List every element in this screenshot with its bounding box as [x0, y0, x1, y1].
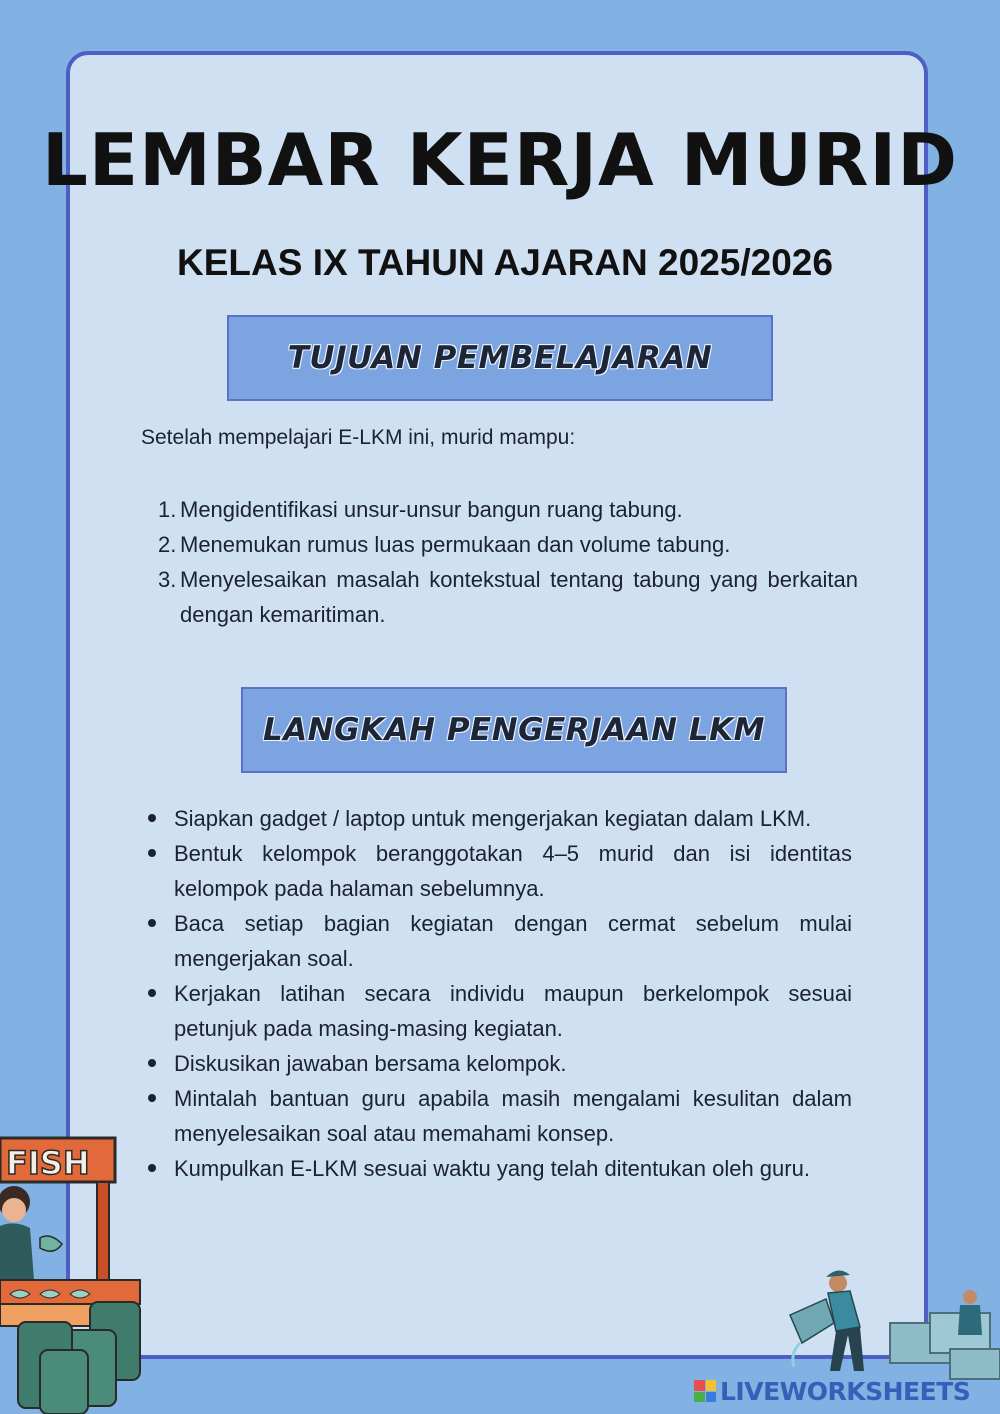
list-number: 1.	[158, 497, 177, 522]
list-item	[158, 492, 858, 527]
list-item	[148, 1081, 852, 1151]
fish-stall-illustration	[0, 1130, 150, 1414]
list-item	[148, 836, 852, 906]
bullet-icon	[148, 814, 156, 822]
list-item	[158, 562, 858, 632]
liveworksheets-watermark	[694, 1376, 970, 1406]
list-text: Mintalah bantuan guru apabila masih mengalami kesulitan dalam menyelesaikan soal atau memahami konsep.	[174, 1086, 852, 1146]
list-text: Siapkan gadget / laptop untuk mengerjakan kegiatan dalam LKM.	[174, 806, 812, 831]
bullet-icon	[148, 989, 156, 997]
objectives-list	[158, 492, 858, 632]
list-number: 3.	[158, 567, 177, 592]
list-item	[148, 801, 852, 836]
list-item	[158, 527, 858, 562]
learning-objectives-heading: TUJUAN PEMBELAJARAN	[287, 340, 713, 376]
fish-sign-text: FISH	[6, 1144, 90, 1182]
list-item	[148, 976, 852, 1046]
list-text: Menyelesaikan masalah kontekstual tentang tabung yang berkaitan dengan kemaritiman.	[180, 567, 858, 627]
liveworksheets-logo-icon	[694, 1380, 716, 1402]
list-text: Kumpulkan E-LKM sesuai waktu yang telah ditentukan oleh guru.	[174, 1156, 810, 1181]
bullet-icon	[148, 919, 156, 927]
bullet-icon	[148, 1059, 156, 1067]
dock-workers-illustration	[760, 1265, 1000, 1385]
list-text: Mengidentifikasi unsur-unsur bangun ruang tabung.	[180, 497, 683, 522]
page-title: LEMBAR KERJA MURID	[42, 118, 958, 202]
learning-objectives-heading-box	[227, 315, 773, 401]
watermark-text: LIVEWORKSHEETS	[720, 1376, 971, 1406]
list-text: Bentuk kelompok beranggotakan 4–5 murid dan isi identitas kelompok pada halaman sebelumnya.	[174, 841, 852, 901]
work-steps-heading-box	[241, 687, 787, 773]
list-text: Menemukan rumus luas permukaan dan volume tabung.	[180, 532, 731, 557]
bullet-icon	[148, 1094, 156, 1102]
work-steps-heading: LANGKAH PENGERJAAN LKM	[262, 712, 766, 748]
list-number: 2.	[158, 532, 177, 557]
list-item	[148, 906, 852, 976]
objectives-intro: Setelah mempelajari E-LKM ini, murid mampu:	[141, 426, 576, 449]
list-text: Baca setiap bagian kegiatan dengan cermat sebelum mulai mengerjakan soal.	[174, 911, 852, 971]
list-item	[148, 1151, 852, 1186]
list-text: Kerjakan latihan secara individu maupun berkelompok sesuai petunjuk pada masing-masing kegiatan.	[174, 981, 852, 1041]
list-text: Diskusikan jawaban bersama kelompok.	[174, 1051, 567, 1076]
class-year-subtitle: KELAS IX TAHUN AJARAN 2025/2026	[177, 242, 833, 283]
bullet-icon	[148, 849, 156, 857]
work-steps-list	[148, 801, 852, 1186]
list-item	[148, 1046, 852, 1081]
